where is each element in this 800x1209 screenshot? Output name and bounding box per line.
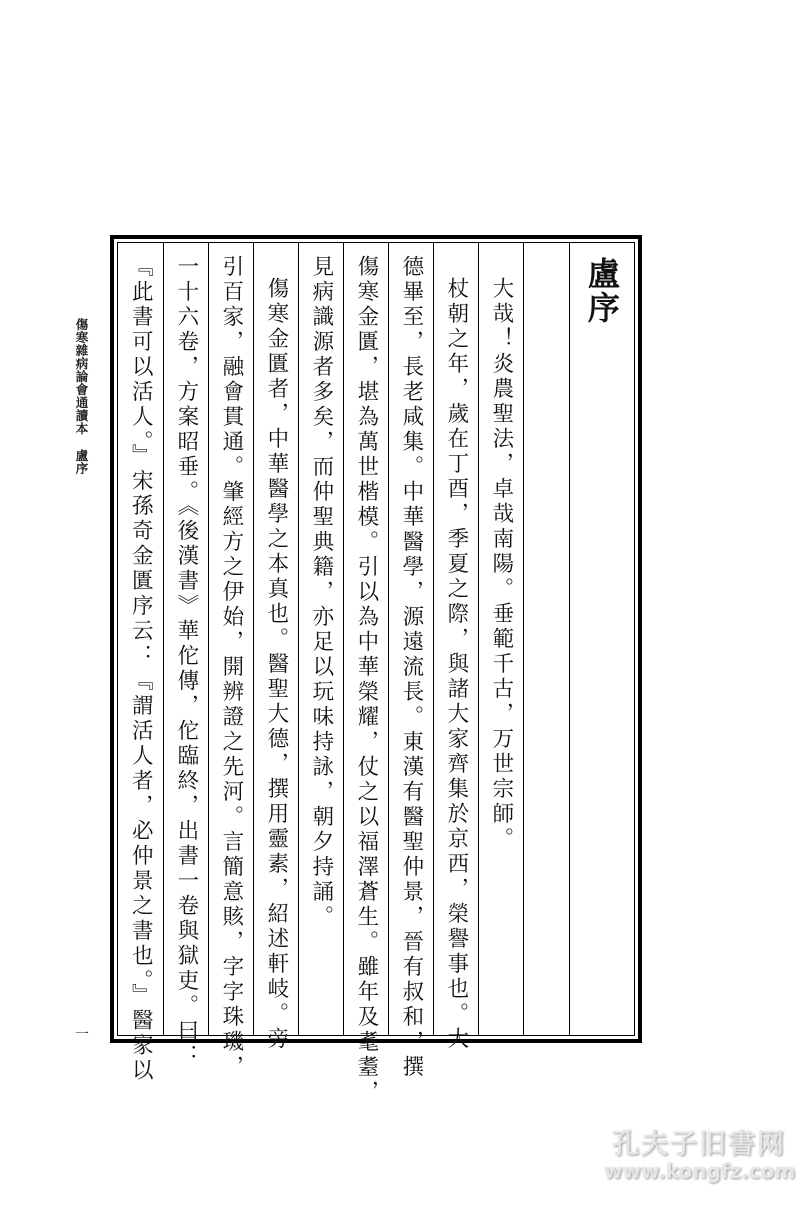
title-column (569, 243, 634, 1035)
column-text: 『此書可以活人。』宋孫奇金匱序云：『謂活人者，必仲景之書也。』醫家以 (128, 255, 154, 1084)
column-text: 引百家，融會貫通。肇經方之伊始，開辨證之先河。言簡意賅，字字珠璣， (218, 255, 244, 1080)
text-frame (110, 235, 642, 1105)
page-number: 一 (75, 1027, 89, 1043)
text-column-3 (388, 243, 433, 1080)
column-grid (117, 242, 635, 1105)
text-column-6 (253, 243, 298, 1052)
book-title: 傷寒雜病論會通讀本 (74, 318, 89, 435)
text-column-5 (298, 243, 343, 1035)
text-column-1 (478, 243, 523, 1035)
text-column-9 (118, 243, 163, 1084)
text-column-4 (343, 243, 388, 1105)
watermark-title: 孔夫子旧書网 (612, 1129, 786, 1160)
text-column-7 (208, 243, 253, 1080)
column-text: 杖朝之年，歲在丁酉，季夏之際，與諸大家齊集於京西，榮譽事也。大 (443, 277, 469, 1052)
column-text: 德畢至，長老咸集。中華醫學，源遠流長。東漢有醫聖仲景，晉有叔和，撰 (398, 255, 424, 1080)
text-column-2 (433, 243, 478, 1052)
column-text: 見病識源者多矣，而仲聖典籍，亦足以玩味持詠，朝夕持誦。 (308, 255, 334, 930)
section-title: 盧序 (74, 449, 89, 475)
preface-title: 盧序 (582, 257, 621, 325)
blank-column (523, 243, 569, 1035)
running-header (72, 318, 90, 475)
column-text: 大哉！炎農聖法，卓哉南陽。垂範千古，万世宗師。 (488, 277, 514, 852)
column-text: 一十六卷，方案昭垂。《後漢書》華佗傳，佗臨終，出書一卷與獄吏。曰： (173, 255, 199, 1070)
column-text: 傷寒金匱，堪為萬世楷模。引以為中華榮耀，仗之以福澤蒼生。雖年及耄耋， (353, 255, 379, 1105)
text-column-8 (163, 243, 208, 1070)
watermark-url: www.kongfz.com (604, 1158, 796, 1183)
watermark (604, 1130, 794, 1182)
column-text: 傷寒金匱者，中華醫學之本真也。醫聖大德，撰用靈素，紹述軒岐。旁 (263, 277, 289, 1052)
